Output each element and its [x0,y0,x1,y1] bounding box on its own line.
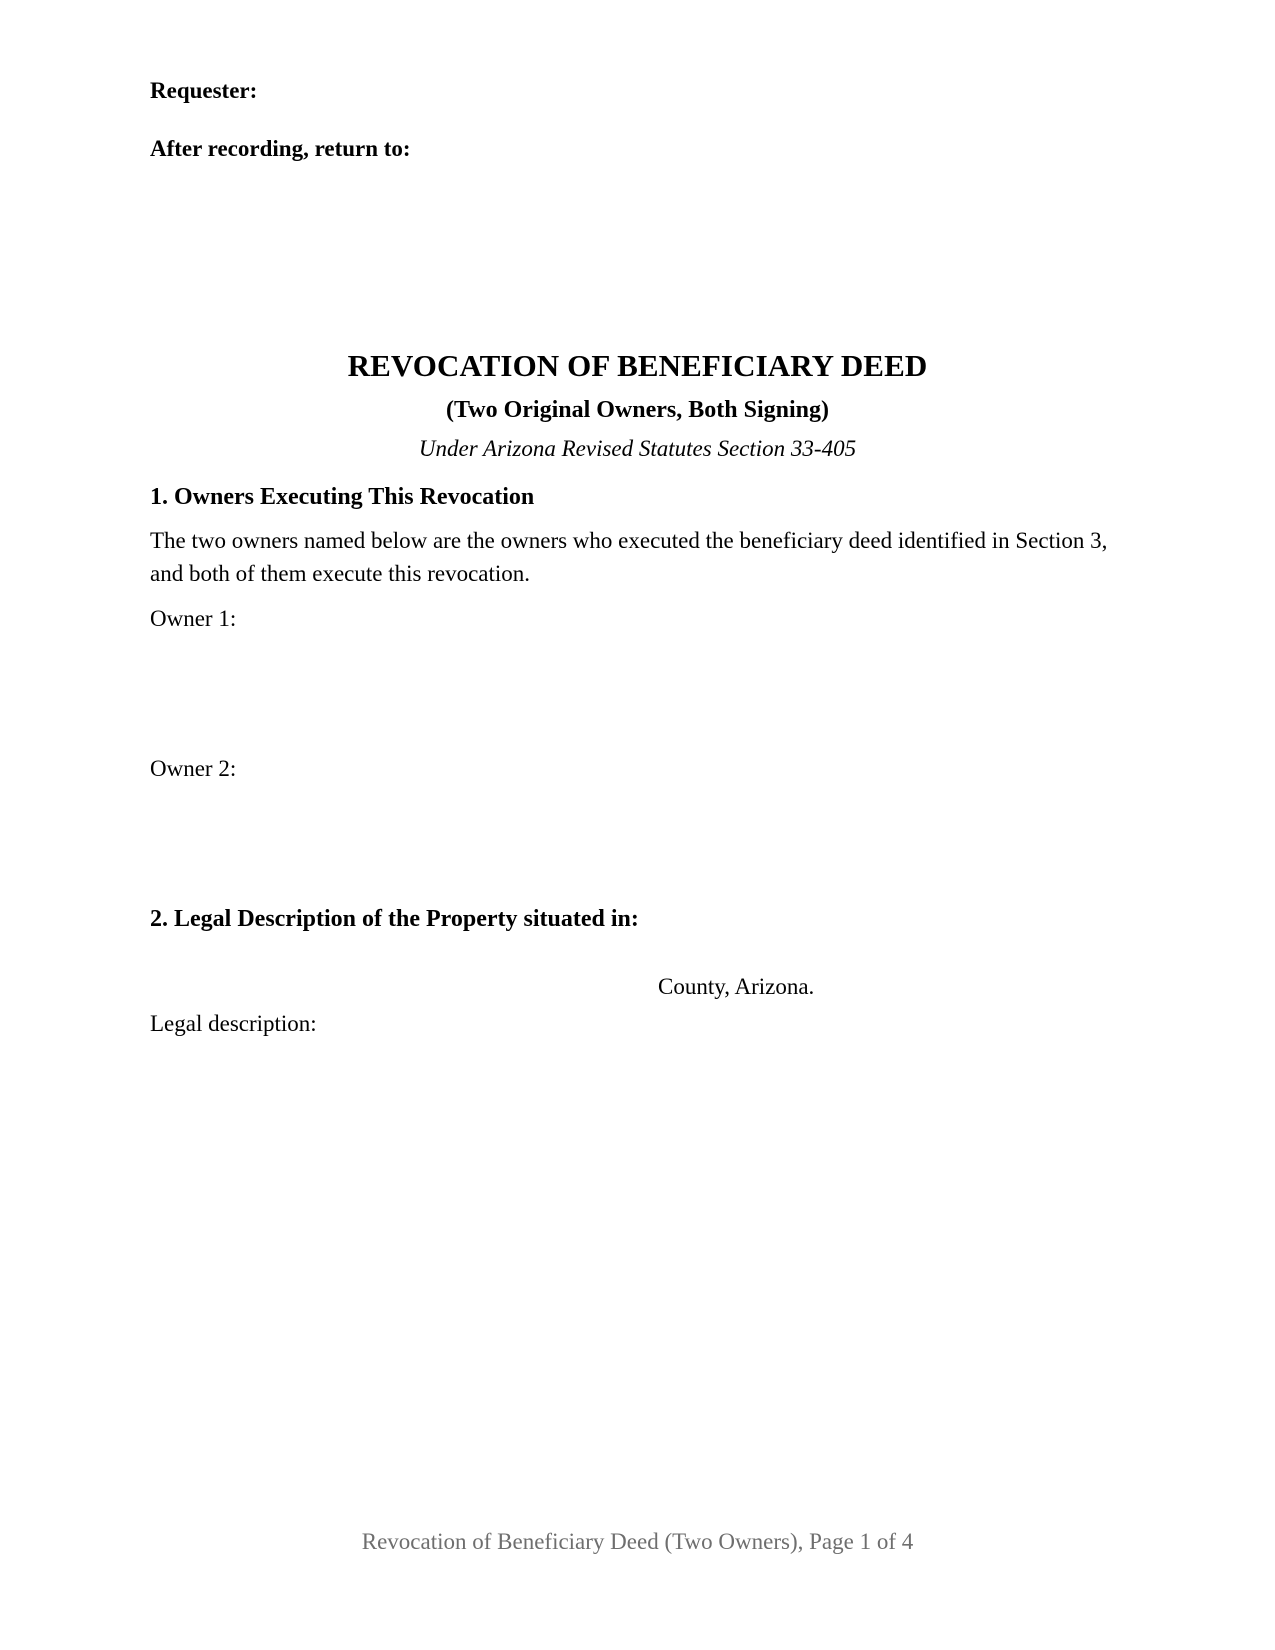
return-to-label: After recording, return to: [150,136,411,161]
document-title: REVOCATION OF BENEFICIARY DEED [347,348,928,383]
page-footer: Revocation of Beneficiary Deed (Two Owners), Page 1 of 4 [361,1529,914,1554]
section-1-heading: 1. Owners Executing This Revocation [150,484,535,510]
county-text: County, Arizona. [658,974,815,999]
legal-description-label: Legal description: [150,1011,317,1036]
section-1-body: The two owners named below are the owners who executed the beneficiary deed identified in Section 3, and both of them execute this revocation. [150,528,1108,586]
section-2-heading: 2. Legal Description of the Property situated in: [150,906,639,932]
statute-reference: Under Arizona Revised Statutes Section 33-405 [418,436,857,461]
document-subtitle: (Two Original Owners, Both Signing) [446,397,829,423]
owner-2-label: Owner 2: [150,756,237,781]
requester-label: Requester: [150,78,258,103]
owner-1-label: Owner 1: [150,606,237,631]
